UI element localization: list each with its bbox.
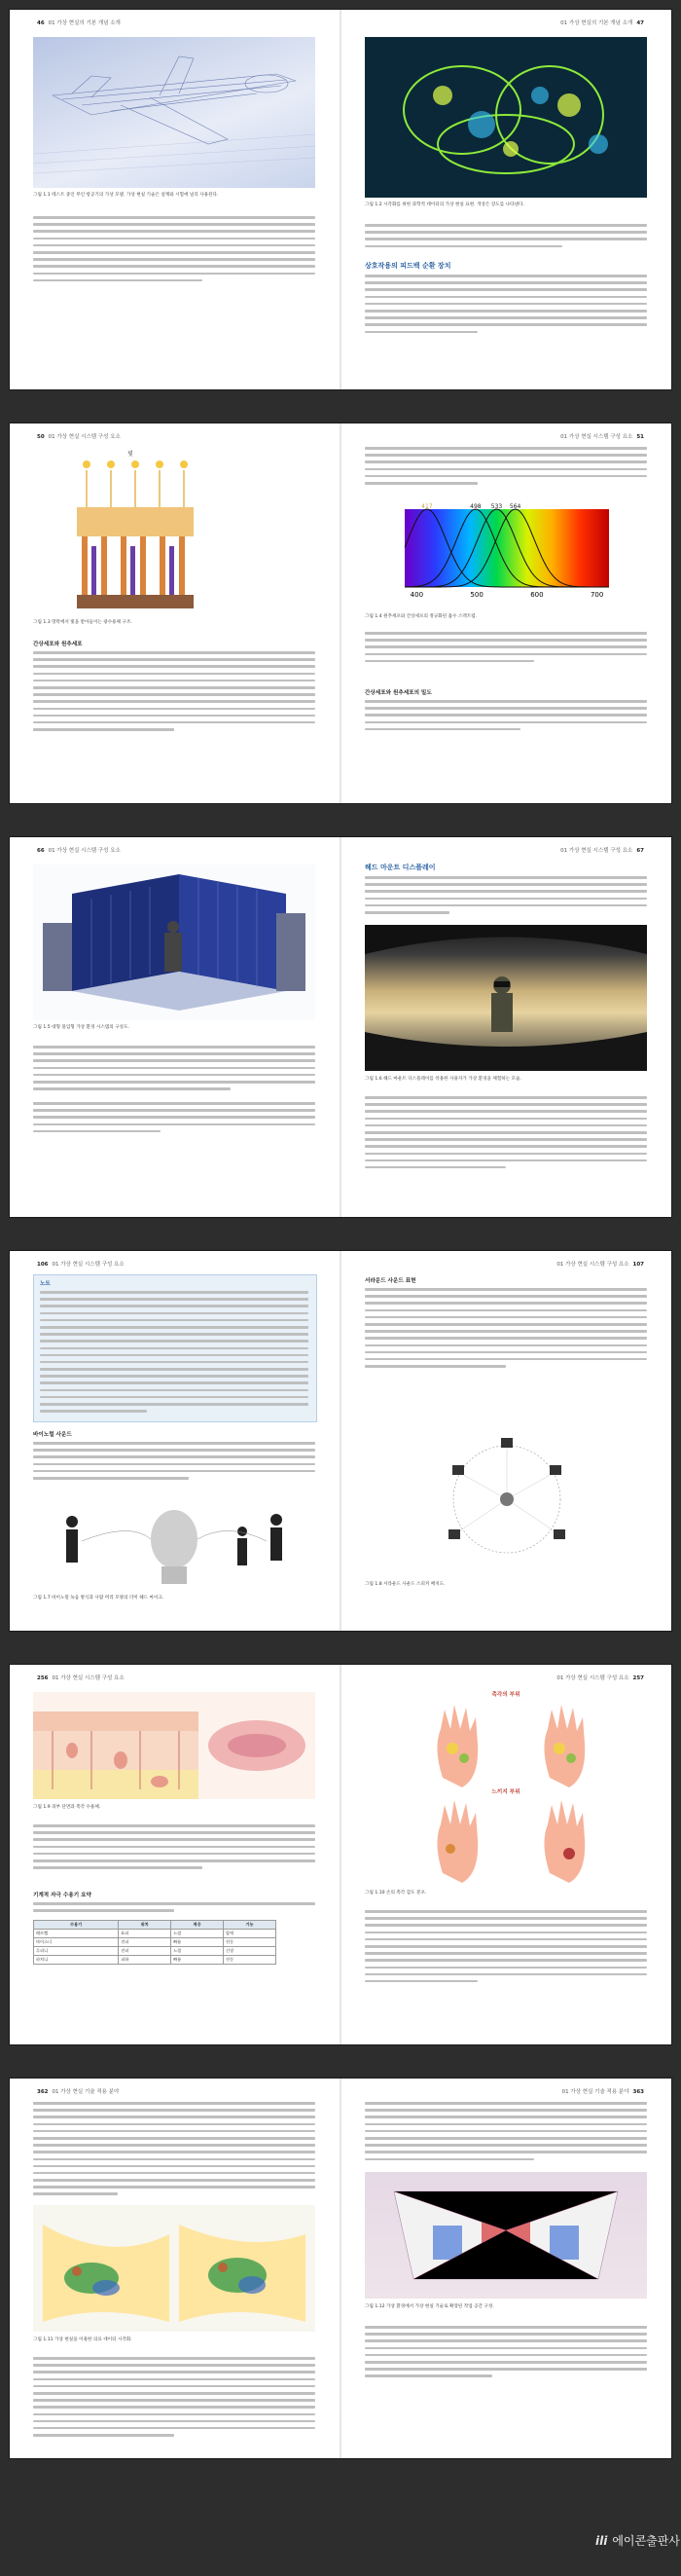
hmd-user-figure [365, 925, 647, 1071]
table-row: 파치니 피하 빠름 진동 [34, 1956, 276, 1965]
x-tick-label: 700 [590, 591, 604, 599]
body-text [33, 2357, 315, 2441]
body-text [33, 1902, 315, 1916]
workspace-figure [365, 2172, 647, 2299]
body-text [365, 275, 647, 338]
figure-caption: 그림 1.6 헤드 마운트 디스플레이를 착용한 사용자가 가상 환경을 체험하는 모습. [365, 1077, 521, 1082]
body-text [365, 700, 647, 735]
x-tick-label: 500 [470, 591, 484, 599]
page-right: 01 가상 현실 시스템 구성 요소 67 헤드 마운트 디스플레이 그림 1.6 헤드 마운트 디스플레이를 착용한 사용자가 가상 환경을 체험하는 모습. [341, 837, 671, 1217]
page-right: 01 가상 현실의 기본 개념 소개 47 그림 1.2 시각화를 위한 과학적 데이터의 가상 현실 표현. 색상은 강도를 나타낸다. 상호작용의 피드백 순환 장치 [341, 10, 671, 389]
subheading: 간상세포와 원추세포 [33, 642, 83, 647]
page-left: 46 01 가상 현실의 기본 개념 소개 그림 1.1 테스트 중인 무인 항공기의 가상 모델. 가상 현실 기술은 설계와 시험에 널리 사용된다. [10, 10, 340, 389]
page-left: 256 01 가상 현실 시스템 구성 요소 그림 1.9 피부 단면과 촉각 수용체. 기계적 자극 수용기 요약 수용기 위치 적응 기능 메르켈 표피 느림 압력 마이스너 진피 빠름 진동 루피니 진피 느림 신장 파치니 피하 빠름 진동 [10, 1665, 340, 2044]
body-text [365, 1288, 647, 1372]
hand-label: 느끼지 부위 [491, 1789, 520, 1795]
page-left: 106 01 가상 현실 시스템 구성 요소 노트 바이노럴 사운드 그림 1.7 바이노럴 녹음 방식과 사람 머리 모양의 더미 헤드 마이크. [10, 1251, 340, 1631]
data-visualization-figure [365, 37, 647, 198]
table-header: 위치 [119, 1921, 171, 1930]
body-text [365, 1096, 647, 1173]
spread-3 [10, 837, 671, 1217]
figure-caption: 그림 1.12 가상 환경에서 가상 현실 기술로 확장된 작업 공간 구성. [365, 2304, 494, 2309]
cave-system-figure [33, 865, 315, 1020]
body-text [365, 2102, 647, 2165]
figure-caption: 그림 1.8 서라운드 사운드 스피커 배치도. [365, 1582, 446, 1587]
page-right: 01 가상 현실 시스템 구성 요소 257 촉각의 부위 느끼지 부위 그림 1.10 손의 촉각 감도 분포. [341, 1665, 671, 2044]
medical-visualization-figure [33, 2205, 315, 2332]
table-row: 마이스너 진피 빠름 진동 [34, 1938, 276, 1947]
table-row: 메르켈 표피 느림 압력 [34, 1930, 276, 1938]
figure-caption: 그림 1.1 테스트 중인 무인 항공기의 가상 모델. 가상 현실 기술은 설계와 시험에 널리 사용된다. [33, 193, 219, 198]
binaural-figure [33, 1492, 315, 1590]
spectrum-chart [395, 501, 619, 608]
body-text [33, 1046, 315, 1094]
spread-2 [10, 423, 671, 803]
body-text [365, 2326, 647, 2382]
peak-label: 498 [470, 503, 482, 510]
page-right: 01 가상 현실 시스템 구성 요소 51 400 500 600 700 417 498 533 564 그림 1.4 원추세포와 간상세포의 정규화된 흡수 스펙트럼. 간상세포와 원추세포의 밀도 [341, 423, 671, 803]
spread-5 [10, 1665, 671, 2044]
spread-4 [10, 1251, 671, 1631]
body-text [365, 224, 647, 252]
figure-caption: 그림 1.4 원추세포와 간상세포의 정규화된 흡수 스펙트럼. [365, 614, 478, 619]
drone-figure [33, 37, 315, 188]
section-heading: 헤드 마운트 디스플레이 [365, 864, 436, 871]
figure-caption: 그림 1.10 손의 촉각 감도 분포. [365, 1891, 427, 1895]
figure-caption: 그림 1.7 바이노럴 녹음 방식과 사람 머리 모양의 더미 헤드 마이크. [33, 1596, 164, 1601]
x-tick-label: 600 [530, 591, 544, 599]
figure-caption: 그림 1.2 시각화를 위한 과학적 데이터의 가상 현실 표현. 색상은 강도를 나타낸다. [365, 202, 524, 207]
publisher-logo [595, 2532, 680, 2549]
peak-label: 564 [509, 503, 521, 510]
table-row: 루피니 진피 느림 신장 [34, 1947, 276, 1956]
peak-label: 533 [490, 503, 503, 510]
body-text [33, 651, 315, 735]
body-text [33, 1824, 315, 1873]
figure-caption: 그림 1.5 대형 몰입형 가상 환경 시스템의 구성도. [33, 1025, 129, 1030]
page-right: 01 가상 현실 시스템 구성 요소 107 서라운드 사운드 표현 그림 1.8 서라운드 사운드 스피커 배치도. [341, 1251, 671, 1631]
note-title: 노트 [40, 1281, 51, 1287]
note-box [33, 1274, 317, 1422]
body-text [365, 1910, 647, 1987]
table-header: 적응 [171, 1921, 224, 1930]
body-text [365, 447, 647, 489]
publisher-mark: ili [595, 2534, 608, 2548]
subheading: 기계적 자극 수용기 요약 [33, 1893, 91, 1898]
skin-section-figure [33, 1692, 315, 1799]
hand-sensitivity-figure [365, 1690, 647, 1885]
subheading: 바이노럴 사운드 [33, 1432, 72, 1438]
surround-speaker-figure [390, 1426, 624, 1572]
spread-1 [10, 10, 671, 389]
body-text [365, 632, 647, 667]
peak-label: 417 [421, 503, 433, 510]
body-text [33, 2102, 315, 2200]
subheading: 서라운드 사운드 표현 [365, 1278, 416, 1284]
figure-caption: 그림 1.3 망막에서 빛을 받아들이는 광수용체 구조. [33, 620, 132, 625]
table-header: 기능 [224, 1921, 276, 1930]
page-right: 01 가상 현실 기술 적용 분야 363 그림 1.12 가상 환경에서 가상 현실 기술로 확장된 작업 공간 구성. [341, 2079, 671, 2458]
spread-6 [10, 2079, 671, 2458]
retina-figure [33, 449, 228, 614]
figure-caption: 그림 1.11 가상 현실을 이용한 의료 데이터 시각화. [33, 2337, 132, 2342]
hand-label: 촉각의 부위 [491, 1692, 520, 1698]
body-text [33, 216, 315, 286]
section-heading: 상호작용의 피드백 순환 장치 [365, 262, 451, 270]
body-text [365, 876, 647, 918]
receptor-table [33, 1920, 276, 1965]
page-left: 362 01 가상 현실 기술 적용 분야 그림 1.11 가상 현실을 이용한 의료 데이터 시각화. [10, 2079, 340, 2458]
figure-caption: 그림 1.9 피부 단면과 촉각 수용체. [33, 1805, 101, 1810]
publisher-name: 에이콘출판사 [612, 2534, 680, 2548]
x-tick-label: 400 [410, 591, 424, 599]
body-text [33, 1442, 315, 1484]
page-left: 66 01 가상 현실 시스템 구성 요소 그림 1.5 대형 몰입형 가상 환경 시스템의 구성도. [10, 837, 340, 1217]
light-label: 빛 [127, 451, 133, 458]
subheading: 간상세포와 원추세포의 밀도 [365, 690, 432, 696]
body-text [33, 1102, 315, 1137]
table-header: 수용기 [34, 1921, 119, 1930]
page-left: 50 01 가상 현실 시스템 구성 요소 빛 그림 1.3 망막에서 빛을 받아들이는 광수용체 구조. 간상세포와 원추세포 [10, 423, 340, 803]
